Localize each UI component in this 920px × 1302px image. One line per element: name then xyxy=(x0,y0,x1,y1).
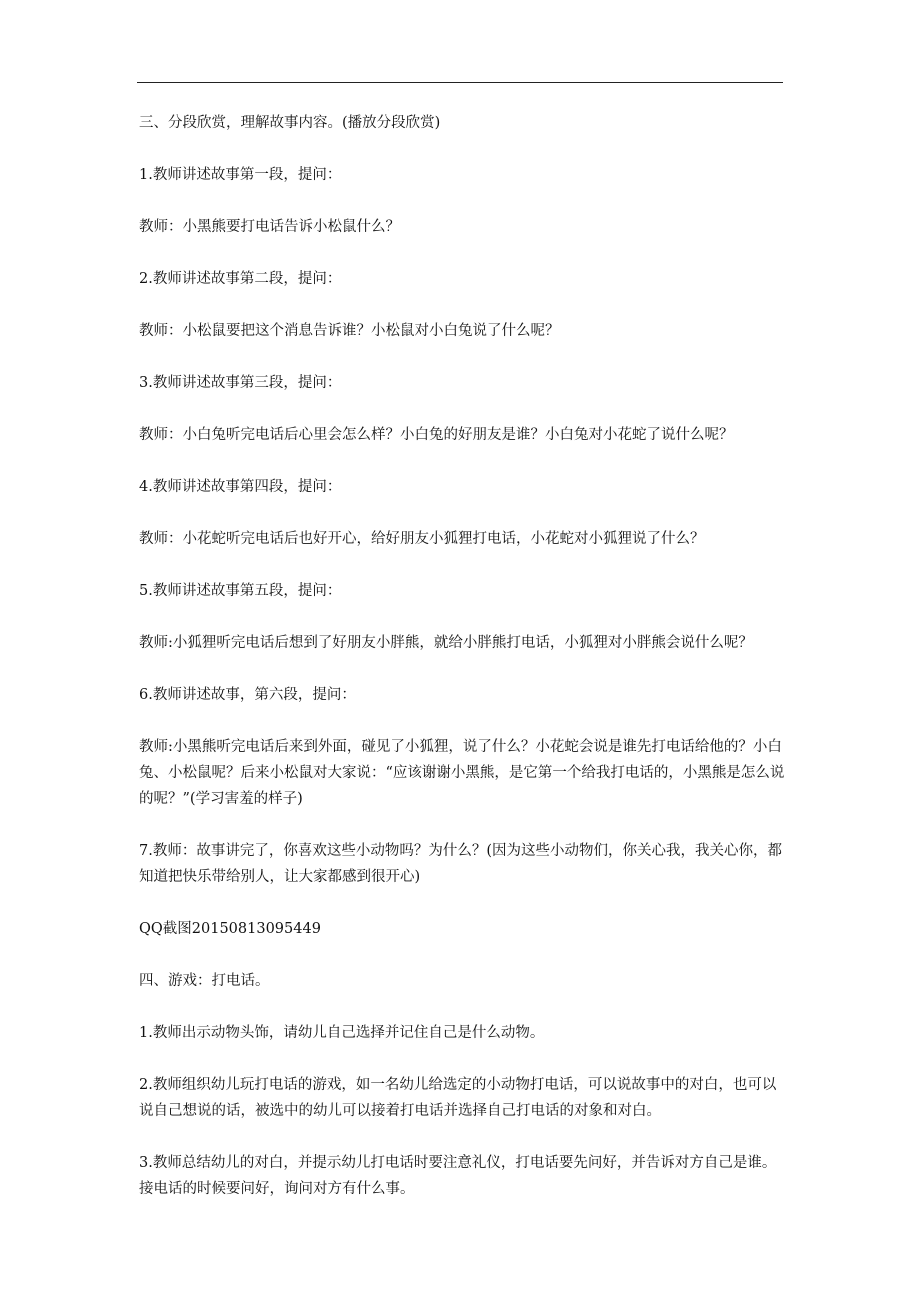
step-5: 5.教师讲述故事第五段，提问： xyxy=(139,583,342,599)
step-3: 3.教师讲述故事第三段，提问： xyxy=(139,375,342,391)
section-heading-4: 四、游戏：打电话。 xyxy=(139,973,270,989)
screenshot-caption: QQ截图20150813095449 xyxy=(139,921,321,937)
step-1: 1.教师讲述故事第一段，提问： xyxy=(139,167,342,183)
game-step-1: 1.教师出示动物头饰，请幼儿自己选择并记住自己是什么动物。 xyxy=(139,1025,545,1041)
game-step-3: 3.教师总结幼儿的对白，并提示幼儿打电话时要注意礼仪，打电话要先问好，并告诉对方自己是谁。接电话的时候要问好，询问对方有什么事。 xyxy=(139,1155,777,1197)
teacher-question-2: 教师：小松鼠要把这个消息告诉谁？小松鼠对小白兔说了什么呢？ xyxy=(139,323,560,339)
teacher-question-1: 教师：小黑熊要打电话告诉小松鼠什么？ xyxy=(139,219,400,235)
game-step-2: 2.教师组织幼儿玩打电话的游戏，如一名幼儿给选定的小动物打电话，可以说故事中的对白，也可以说自己想说的话，被选中的幼儿可以接着打电话并选择自己打电话的对象和对白。 xyxy=(139,1077,777,1119)
step-6: 6.教师讲述故事，第六段，提问： xyxy=(139,687,356,703)
teacher-question-3: 教师：小白兔听完电话后心里会怎么样？小白兔的好朋友是谁？小白兔对小花蛇了说什么呢？ xyxy=(139,427,734,443)
teacher-question-6: 教师:小黑熊听完电话后来到外面，碰见了小狐狸，说了什么？小花蛇会说是谁先打电话给他的？小白兔、小松鼠呢？后来小松鼠对大家说：“应该谢谢小黑熊，是它第一个给我打电话的，小黑熊是怎么说的呢？”(学习害羞的样子) xyxy=(139,739,785,807)
step-7: 7.教师：故事讲完了，你喜欢这些小动物吗？为什么？(因为这些小动物们，你关心我，我关心你，都知道把快乐带给别人，让大家都感到很开心) xyxy=(139,843,782,885)
step-4: 4.教师讲述故事第四段，提问： xyxy=(139,479,342,495)
document-body xyxy=(139,110,787,1202)
header-rule xyxy=(137,82,783,83)
step-2: 2.教师讲述故事第二段，提问： xyxy=(139,271,342,287)
teacher-question-4: 教师：小花蛇听完电话后也好开心，给好朋友小狐狸打电话，小花蛇对小狐狸说了什么？ xyxy=(139,531,705,547)
section-heading-3: 三、分段欣赏，理解故事内容。(播放分段欣赏) xyxy=(139,115,441,131)
teacher-question-5: 教师:小狐狸听完电话后想到了好朋友小胖熊，就给小胖熊打电话，小狐狸对小胖熊会说什么呢？ xyxy=(139,635,753,651)
